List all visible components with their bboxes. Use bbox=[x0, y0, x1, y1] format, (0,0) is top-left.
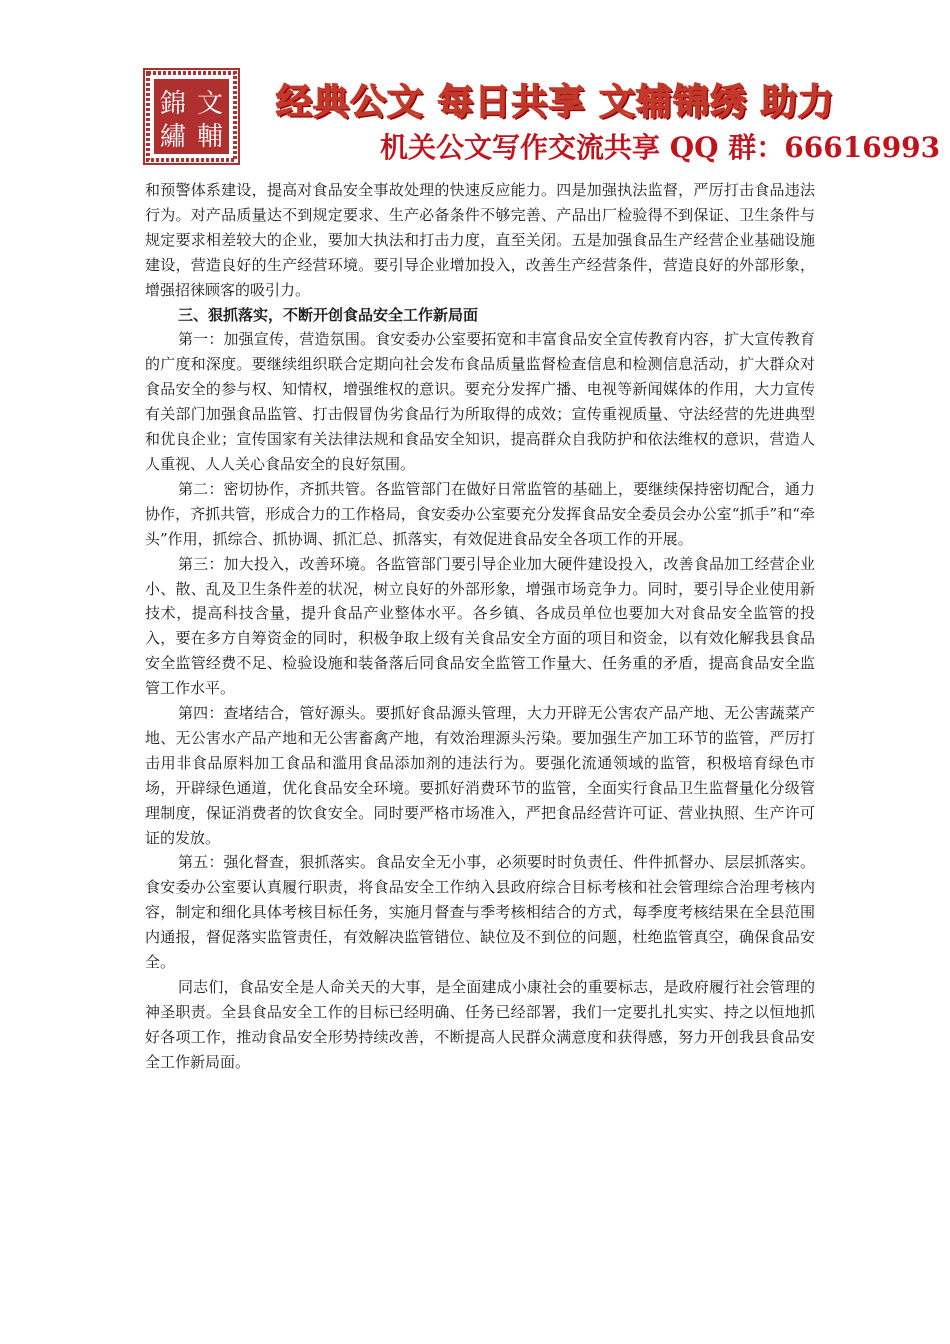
document-body bbox=[145, 178, 815, 1075]
paragraph-fourth-measure: 第四：查堵结合，管好源头。要抓好食品源头管理，大力开辟无公害农产品产地、无公害蔬菜产地、无公害水产品产地和无公害畜禽产地，有效治理源头污染。要加强生产加工环节的监管，严厉打击用非食品原料加工食品和滥用食品添加剂的违法行为。要强化流通领域的监管，积极培育绿色市场，开辟绿色通道，优化食品安全环境。要抓好消费环节的监管，全面实行食品卫生监督量化分级管理制度，保证消费者的饮食安全。同时要严格市场准入，严把食品经营许可证、营业执照、生产许可证的发放。 bbox=[145, 704, 815, 847]
paragraph-second-measure: 第二：密切协作，齐抓共管。各监管部门在做好日常监管的基础上，要继续保持密切配合，通力协作，齐抓共管，形成合力的工作格局，食安委办公室要充分发挥食品安全委员会办公室“抓手”和“牵头”作用，抓综合、抓协调、抓汇总、抓落实，有效促进食品安全各项工作的开展。 bbox=[145, 479, 815, 548]
svg-text:輔: 輔 bbox=[196, 122, 224, 152]
banner-qq-group: 机关公文写作交流共享 QQ 群：66616993 bbox=[380, 131, 941, 164]
paragraph-continued: 和预警体系建设，提高对食品安全事故处理的快速反应能力。四是加强执法监督，严厉打击食品违法行为。对产品质量达不到规定要求、生产必备条件不够完善、产品出厂检验得不到保证、卫生条件与规定要求相差较大的企业，要加大执法和打击力度，直至关闭。五是加强食品生产经营企业基础设施建设，营造良好的生产经营环境。要引导企业增加投入，改善生产经营条件，营造良好的外部形象，增强招徕顾客的吸引力。 bbox=[145, 181, 815, 299]
paragraph-first-measure: 第一：加强宣传，营造氛围。食安委办公室要拓宽和丰富食品安全宣传教育内容，扩大宣传教育的广度和深度。要继续组织联合定期向社会发布食品质量监督检查信息和检测信息活动，扩大群众对食品安全的参与权、知情权，增强维权的意识。要充分发挥广播、电视等新闻媒体的作用，大力宣传有关部门加强食品监管、打击假冒伪劣食品行为所取得的成效；宣传重视质量、守法经营的先进典型和优良企业；宣传国家有关法律法规和食品安全知识，提高群众自我防护和依法维权的意识，营造人人重视、人人关心食品安全的良好氛围。 bbox=[145, 330, 815, 473]
svg-text:錦: 錦 bbox=[159, 89, 187, 119]
paragraph-fifth-measure: 第五：强化督查，狠抓落实。食品安全无小事，必须要时时负责任、件件抓督办、层层抓落实。食安委办公室要认真履行职责，将食品安全工作纳入县政府综合目标考核和社会管理综合治理考核内容，制定和细化具体考核目标任务，实施月督查与季考核相结合的方式，每季度考核结果在全县范围内通报，督促落实监管责任，有效解决监管错位、缺位及不到位的问题，杜绝监管真空，确保食品安全。 bbox=[145, 853, 815, 972]
seal-logo bbox=[143, 68, 240, 165]
svg-text:繡: 繡 bbox=[159, 122, 187, 152]
paragraph-closing: 同志们，食品安全是人命关天的大事，是全面建成小康社会的重要标志，是政府履行社会管理的神圣职责。全县食品安全工作的目标已经明确、任务已经部署，我们一定要扎扎实实、持之以恒地抓好各项工作，推动食品安全形势持续改善，不断提高人民群众满意度和获得感，努力开创我县食品安全工作新局面。 bbox=[145, 978, 815, 1071]
header-banner bbox=[143, 68, 950, 168]
section-heading: 三、狠抓落实，不断开创食品安全工作新局面 bbox=[178, 305, 479, 324]
banner-slogan: 经典公文 每日共享 文辅锦绣 助力 bbox=[276, 82, 835, 123]
svg-text:文: 文 bbox=[196, 89, 224, 119]
paragraph-third-measure: 第三：加大投入，改善环境。各监管部门要引导企业加大硬件建设投入，改善食品加工经营企业小、散、乱及卫生条件差的状况，树立良好的外部形象，增强市场竞争力。同时，要引导企业使用新技术，提高科技含量，提升食品产业整体水平。各乡镇、各成员单位也要加大对食品安全监管的投入，要在多方自筹资金的同时，积极争取上级有关食品安全方面的项目和资金，以有效化解我县食品安全监管经费不足、检验设施和装备落后同食品安全监管工作量大、任务重的矛盾，提高食品安全监管工作水平。 bbox=[145, 554, 815, 698]
